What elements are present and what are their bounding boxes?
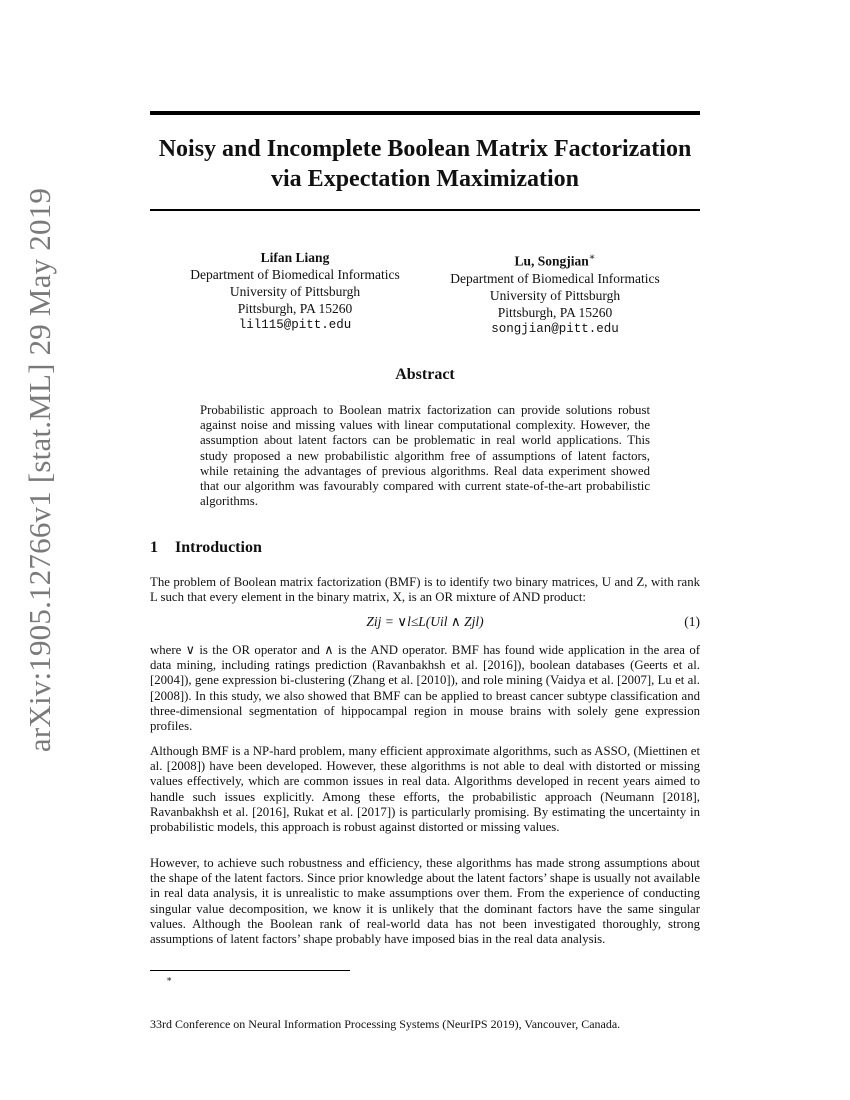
author-name: Lifan Liang	[260, 250, 330, 265]
author-address: Pittsburgh, PA 15260	[497, 304, 613, 320]
footnote-marker: ∗	[588, 252, 596, 263]
title-line-1: Noisy and Incomplete Boolean Matrix Factorization	[158, 136, 692, 162]
author-email[interactable]: lil115@pitt.edu	[238, 318, 352, 332]
paper-title	[150, 134, 700, 194]
author-email[interactable]: songjian@pitt.edu	[491, 321, 619, 336]
section-title: Introduction	[175, 539, 262, 556]
section-heading	[150, 539, 262, 557]
equation-expression	[150, 614, 700, 630]
arxiv-id: arXiv:1905.12766v1 [stat.ML] 29 May 2019	[22, 187, 57, 753]
footnote-mark: ∗	[166, 974, 173, 984]
title-bottom-rule	[150, 209, 700, 211]
author-university: University of Pittsburgh	[489, 287, 621, 303]
title-line-2: via Expectation Maximization	[271, 166, 579, 192]
paragraph: Although BMF is a NP-hard problem, many efficient approximate algorithms, such as ASSO, (Miettinen et al. [2008]) have been developed. However, these algorithms is not able to deal with distorted or missing values effectively, which are common issues in real data. Algorithms developed in recent years aimed to handle such issues explicitly. Among these efforts, the probabilistic approach (Neumann [2018], Ravanbakhsh et al. [2016], Rukat et al. [2017]) is particularly promising. By estimating the uncertainty in probabilistic models, this approach is robust against distorted or missing values.	[150, 744, 700, 835]
author-address: Pittsburgh, PA 15260	[237, 301, 353, 316]
abstract-heading: Abstract	[395, 366, 455, 383]
equation-number: (1)	[684, 614, 700, 629]
author-university: University of Pittsburgh	[229, 284, 361, 299]
paragraph: The problem of Boolean matrix factorization (BMF) is to identify two binary matrices, U and Z, with rank L such that every element in the binary matrix, X, is an OR mixture of AND product:	[150, 575, 700, 605]
equation-text: Zij = ∨l≤L(Uil ∧ Zjl)	[366, 614, 484, 629]
author-block-1	[165, 249, 425, 334]
author-department: Department of Biomedical Informatics	[450, 270, 660, 286]
title-top-rule	[150, 111, 700, 115]
abstract-text: Probabilistic approach to Boolean matrix factorization can provide solutions robust against noise and missing values with linear computational complexity. However, the assumption about latent factors can be problematic in real world applications. This study proposed a new probabilistic algorithm free of assumptions of latent factors, while retaining the advantages of previous algorithms. Real data experiment showed that our algorithm was favourably compared with current state-of-the-art probabilistic algorithms.	[200, 403, 650, 509]
author-department: Department of Biomedical Informatics	[190, 267, 400, 282]
section-number: 1	[150, 539, 158, 556]
conference-note: 33rd Conference on Neural Information Processing Systems (NeurIPS 2019), Vancouver, Canada.	[150, 1017, 621, 1031]
author-name: Lu, Songjian∗	[514, 252, 596, 269]
paragraph: However, to achieve such robustness and efficiency, these algorithms has made strong assumptions about the shape of the latent factors. Since prior knowledge about the latent factors’ shape is usually not available in real data analysis, it is unrealistic to make assumptions over them. From the experience of conducting singular value decomposition, we know it is unlikely that the dominant factors have the same singular values. Although the Boolean rank of real-world data has not been investigated thoroughly, strong assumptions of latent factors’ shape probably have imposed bias in the real data analysis.	[150, 856, 700, 947]
author-block-2	[425, 249, 685, 338]
footnote-rule	[150, 970, 350, 971]
equation	[150, 614, 700, 634]
paragraph: where ∨ is the OR operator and ∧ is the AND operator. BMF has found wide application in the area of data mining, including ratings prediction (Ravanbakhsh et al. [2016]), boolean databases (Geerts et al. [2004]), gene expression bi-clustering (Zhang et al. [2010]), and role mining (Vaidya et al. [2007], Lu et al. [2008]). In this study, we also showed that BMF can be applied to breast cancer subtype classification and three-dimensional segmentation of hippocampal region in mouse brains with solely gene expression profiles.	[150, 643, 700, 734]
